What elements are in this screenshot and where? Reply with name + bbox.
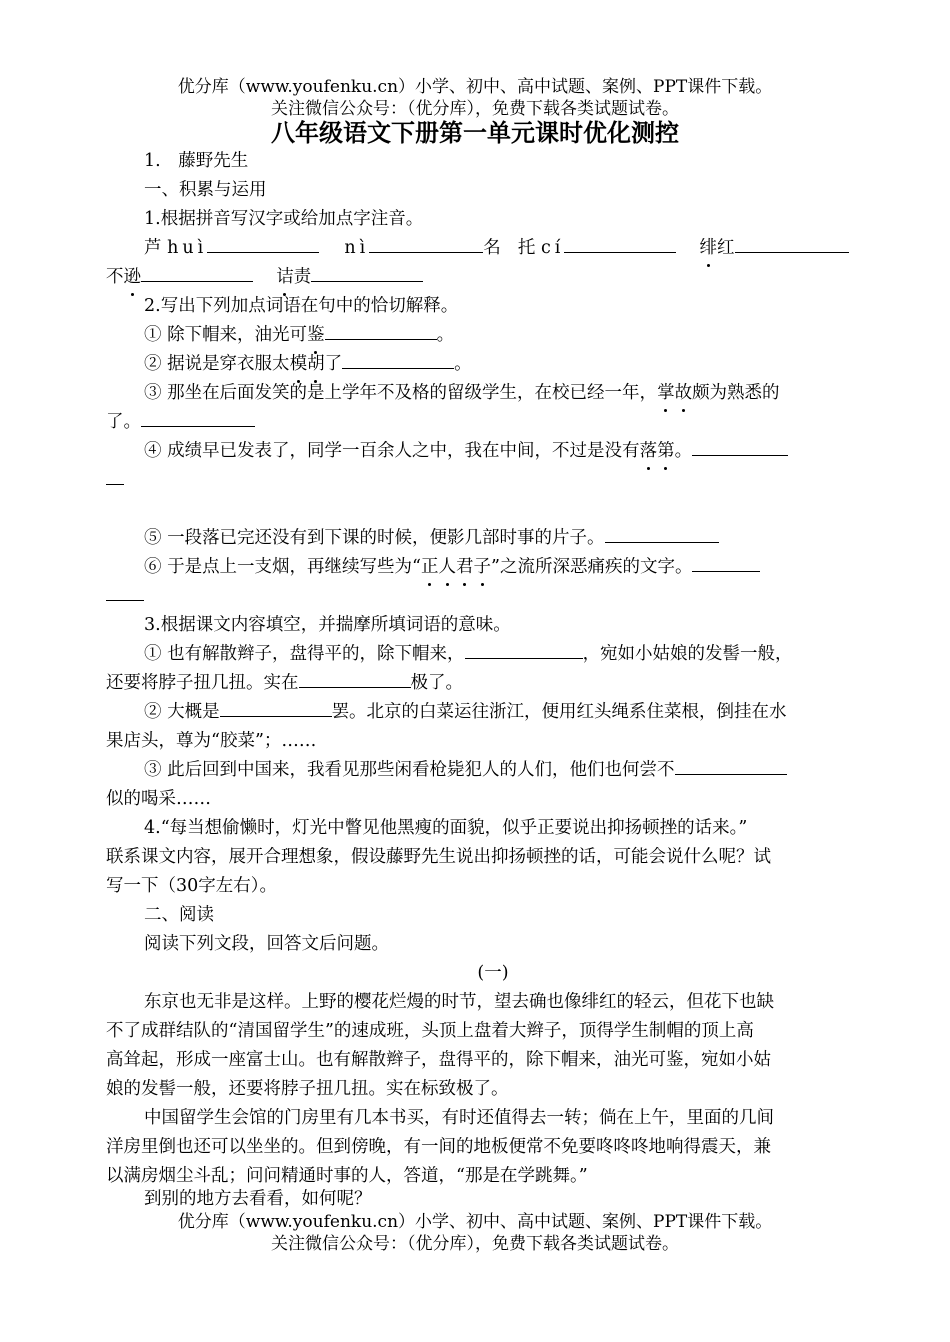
q1-char-lu: 芦 [144, 238, 162, 258]
q2-item-4-text: ④ 成绩早已发表了，同学一百余人之中，我在中间，不过是没有 [144, 441, 640, 461]
q2-dotted-di: 第 [657, 437, 675, 466]
q3-item-1-text-2: ，宛如小姑娘的发髻一般， [582, 644, 793, 664]
passage-line: 娘的发髻一般，还要将脖子扭几扭。实在标致极了。 [106, 1079, 509, 1099]
q2-stem: 2.写出下列加点词语在句中的恰切解释。 [144, 296, 459, 316]
q2-item-5-text: ⑤ 一段落已完还没有到下课的时候，便影几部时事的片子。 [144, 528, 605, 548]
q2-item-3-text: ③ 那坐在后面发笑的是上学年不及格的留级学生，在校已经一年， [144, 383, 658, 403]
q2-item-2-end: 。 [454, 354, 472, 374]
q2-item-4 [144, 437, 846, 466]
answer-blank[interactable] [342, 350, 454, 369]
q1-dotted-xun: 逊 [124, 263, 142, 292]
q2-item-6 [144, 553, 846, 582]
passage-line: 以满房烟尘斗乱；问问精通时事的人，答道，“那是在学跳舞。” [106, 1166, 588, 1186]
lesson-title: 1. 藤野先生 [144, 151, 249, 171]
q2-item-2-text: ② 据说是穿衣服太 [144, 354, 290, 374]
answer-blank[interactable] [564, 234, 676, 253]
q2-item-3-end: 了。 [106, 412, 141, 432]
header-line-2: 关注微信公众号：（优分库），免费下载各类试题试卷。 [271, 99, 679, 119]
q3-item-1 [144, 640, 846, 669]
answer-blank[interactable] [465, 640, 583, 659]
q3-item-1-cont [106, 669, 846, 698]
q2-item-4-end: 。 [674, 441, 693, 461]
header-line-1: 优分库（www.youfenku.cn）小学、初中、高中试题、案例、PPT课件下载。 [177, 77, 773, 97]
answer-blank[interactable] [220, 698, 332, 717]
q1-pinyin-ci: cí [540, 238, 565, 258]
q1-row-1 [144, 234, 846, 263]
q4-line-3: 写一下（30字左右）。 [106, 876, 278, 896]
q3-item-3-cont: 似的喝采…… [106, 789, 211, 809]
q2-dotted-ren: 人 [439, 553, 457, 582]
reading-intro: 阅读下列文段，回答文后问题。 [144, 934, 389, 954]
q2-dotted-jian: 鉴 [307, 321, 325, 350]
q1-char-bu: 不 [106, 267, 124, 287]
q2-item-3-cont [106, 408, 846, 437]
footer-line-1: 优分库（www.youfenku.cn）小学、初中、高中试题、案例、PPT课件下载。 [177, 1212, 773, 1232]
q3-item-2-cont: 果店头，尊为“胶菜”；…… [106, 731, 317, 751]
q1-pinyin-ni: nì [344, 238, 370, 258]
q1-char-hong: 红 [717, 238, 735, 258]
q2-item-1-text: ① 除下帽来，油光可 [144, 325, 308, 345]
q2-item-2-le: 了 [324, 354, 343, 374]
q2-item-2 [144, 350, 846, 379]
q3-item-2-text-2: 罢。北京的白菜运往浙江，便用红头绳系住菜根，倒挂在水 [331, 702, 787, 722]
answer-blank[interactable] [605, 524, 719, 543]
q2-dotted-zhang: 掌 [657, 379, 675, 408]
page-header [0, 76, 950, 120]
q3-item-1-text: ① 也有解散辫子，盘得平的，除下帽来， [144, 644, 465, 664]
q1-dotted-jie: 诘 [276, 263, 294, 292]
q1-stem: 1.根据拼音写汉字或给加点字注音。 [144, 209, 424, 229]
answer-blank[interactable] [675, 756, 787, 775]
answer-blank[interactable] [207, 234, 319, 253]
section-heading-1: 一、积累与运用 [144, 180, 267, 200]
answer-blank[interactable] [141, 408, 255, 427]
q3-item-2 [144, 698, 846, 727]
q2-item-6-cont [106, 582, 846, 611]
q2-dotted-mo: 模 [290, 350, 308, 379]
passage-label: (一) [477, 963, 509, 983]
q3-item-1-end: 极了。 [410, 673, 463, 693]
passage-line: 不了成群结队的“清国留学生”的速成班，头顶上盘着大辫子，顶得学生制帽的顶上高 [106, 1021, 754, 1041]
answer-blank[interactable] [299, 669, 411, 688]
q2-item-3 [144, 379, 846, 408]
footer-line-2: 关注微信公众号：（优分库），免费下载各类试题试卷。 [271, 1234, 679, 1254]
answer-blank[interactable] [369, 234, 483, 253]
q2-dotted-zheng: 正 [421, 553, 439, 582]
q3-item-3 [144, 756, 846, 785]
q2-dotted-jun: 君 [456, 553, 474, 582]
answer-blank[interactable] [735, 234, 849, 253]
q1-pinyin-hui: huì [167, 238, 208, 258]
q2-dotted-gu: 故 [675, 379, 693, 408]
q3-item-3-text: ③ 此后回到中国来，我看见那些闲看枪毙犯人的人们，他们也何尝不 [144, 760, 675, 780]
q2-item-6-text-2: ”之流所深恶痛疾的文字。 [491, 557, 693, 577]
passage-line: 东京也无非是这样。上野的樱花烂熳的时节，望去确也像绯红的轻云，但花下也缺 [144, 992, 774, 1012]
answer-blank[interactable] [141, 263, 253, 282]
q2-item-3-text-2: 颇为熟悉的 [692, 383, 780, 403]
page-footer [0, 1211, 950, 1255]
q2-item-5 [144, 524, 846, 553]
answer-blank[interactable] [311, 263, 423, 282]
answer-blank[interactable] [692, 553, 760, 572]
q2-dotted-luo: 落 [640, 437, 658, 466]
q1-row-2 [106, 263, 846, 292]
answer-blank[interactable] [325, 321, 437, 340]
answer-blank[interactable] [106, 582, 144, 601]
q1-char-tuo: 托 [517, 238, 536, 258]
answer-blank[interactable] [106, 466, 124, 485]
q2-item-6-text: ⑥ 于是点上一支烟，再继续写些为“ [144, 557, 422, 577]
q4-line-2: 联系课文内容，展开合理想象，假设藤野先生说出抑扬顿挫的话，可能会说什么呢？试 [106, 847, 771, 867]
q1-dotted-fei: 绯 [700, 234, 718, 263]
q1-char-ming: 名 [483, 238, 501, 258]
q3-stem: 3.根据课文内容填空，并揣摩所填词语的意味。 [144, 615, 511, 635]
q3-item-1-text-3: 还要将脖子扭几扭。实在 [106, 673, 299, 693]
q2-item-1 [144, 321, 846, 350]
passage-line: 到别的地方去看看，如何呢？ [144, 1189, 372, 1209]
passage-line: 洋房里倒也还可以坐坐的。但到傍晚，有一间的地板便常不免要咚咚咚地响得震天，兼 [106, 1137, 771, 1157]
passage-line: 中国留学生会馆的门房里有几本书买，有时还值得去一转；倘在上午，里面的几间 [144, 1108, 774, 1128]
answer-blank[interactable] [692, 437, 788, 456]
passage-line: 高耸起，形成一座富士山。也有解散辫子，盘得平的，除下帽来，油光可鉴，宛如小姑 [106, 1050, 771, 1070]
section-heading-2: 二、阅读 [144, 905, 214, 925]
q2-dotted-hu: 胡 [307, 350, 325, 379]
q2-dotted-zi: 子 [474, 553, 492, 582]
q2-item-1-end: 。 [436, 325, 455, 345]
q3-item-2-text: ② 大概是 [144, 702, 220, 722]
q2-item-4-cont [106, 466, 846, 495]
q4-line-1: 4.“每当想偷懒时，灯光中瞥见他黑瘦的面貌，似乎正要说出抑扬顿挫的话来。” [144, 818, 748, 838]
document-title: 八年级语文下册第一单元课时优化测控 [271, 119, 679, 147]
q1-char-ze: 责 [293, 267, 312, 287]
